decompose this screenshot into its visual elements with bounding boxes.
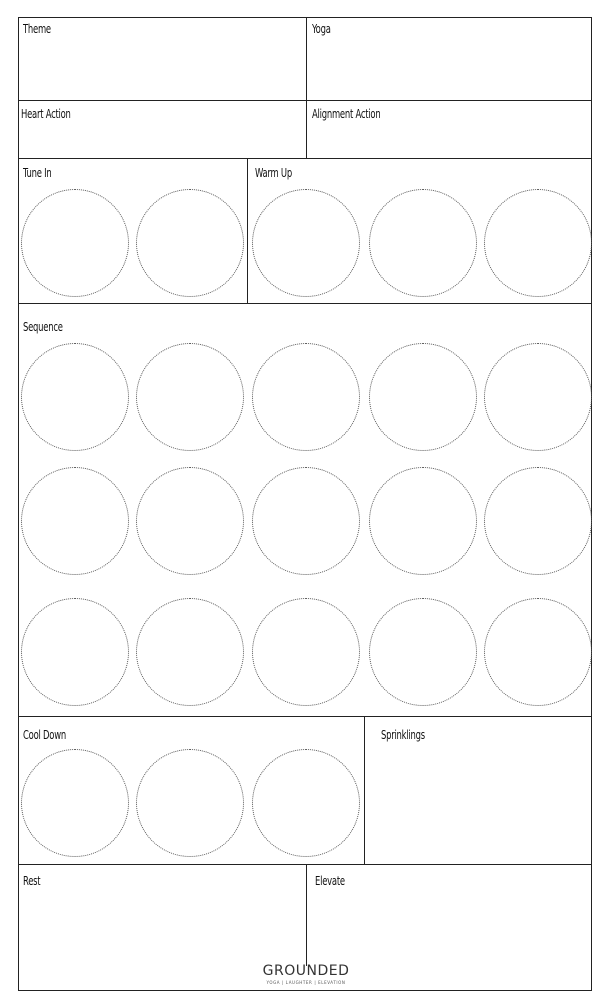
divider [18, 864, 592, 865]
pose-circle [484, 467, 592, 575]
divider [18, 716, 592, 717]
divider [306, 864, 307, 966]
sprinklings-label: Sprinklings [381, 728, 425, 742]
theme-label: Theme [23, 22, 51, 36]
elevate-label: Elevate [315, 874, 345, 888]
tune-in-label: Tune In [23, 166, 52, 180]
divider [247, 158, 248, 303]
pose-circle [484, 343, 592, 451]
sequence-label: Sequence [23, 320, 63, 334]
pose-circle [136, 598, 244, 706]
divider [18, 100, 592, 101]
pose-circle [136, 189, 244, 297]
pose-circle [252, 598, 360, 706]
pose-circle [252, 343, 360, 451]
pose-circle [369, 467, 477, 575]
grounded-logo [0, 963, 612, 985]
pose-circle [21, 467, 129, 575]
cool-down-label: Cool Down [23, 728, 66, 742]
pose-circle [369, 189, 477, 297]
warm-up-label: Warm Up [255, 166, 292, 180]
pose-circle [21, 598, 129, 706]
pose-circle [136, 343, 244, 451]
pose-circle [136, 467, 244, 575]
pose-circle [21, 749, 129, 857]
heart-action-label: Heart Action [21, 107, 71, 121]
pose-circle [369, 598, 477, 706]
pose-circle [136, 749, 244, 857]
divider [18, 158, 592, 159]
pose-circle [21, 343, 129, 451]
yoga-label: Yoga [312, 22, 331, 36]
divider [306, 17, 307, 158]
logo-tagline: YOGA | LAUGHTER | ELEVATION [266, 980, 346, 985]
pose-circle [484, 598, 592, 706]
pose-circle [369, 343, 477, 451]
pose-circle [252, 189, 360, 297]
rest-label: Rest [23, 874, 41, 888]
pose-circle [484, 189, 592, 297]
alignment-action-label: Alignment Action [312, 107, 381, 121]
pose-circle [252, 467, 360, 575]
divider [18, 303, 592, 304]
logo-name: GROUNDED [262, 963, 350, 979]
pose-circle [252, 749, 360, 857]
pose-circle [21, 189, 129, 297]
divider [364, 716, 365, 864]
